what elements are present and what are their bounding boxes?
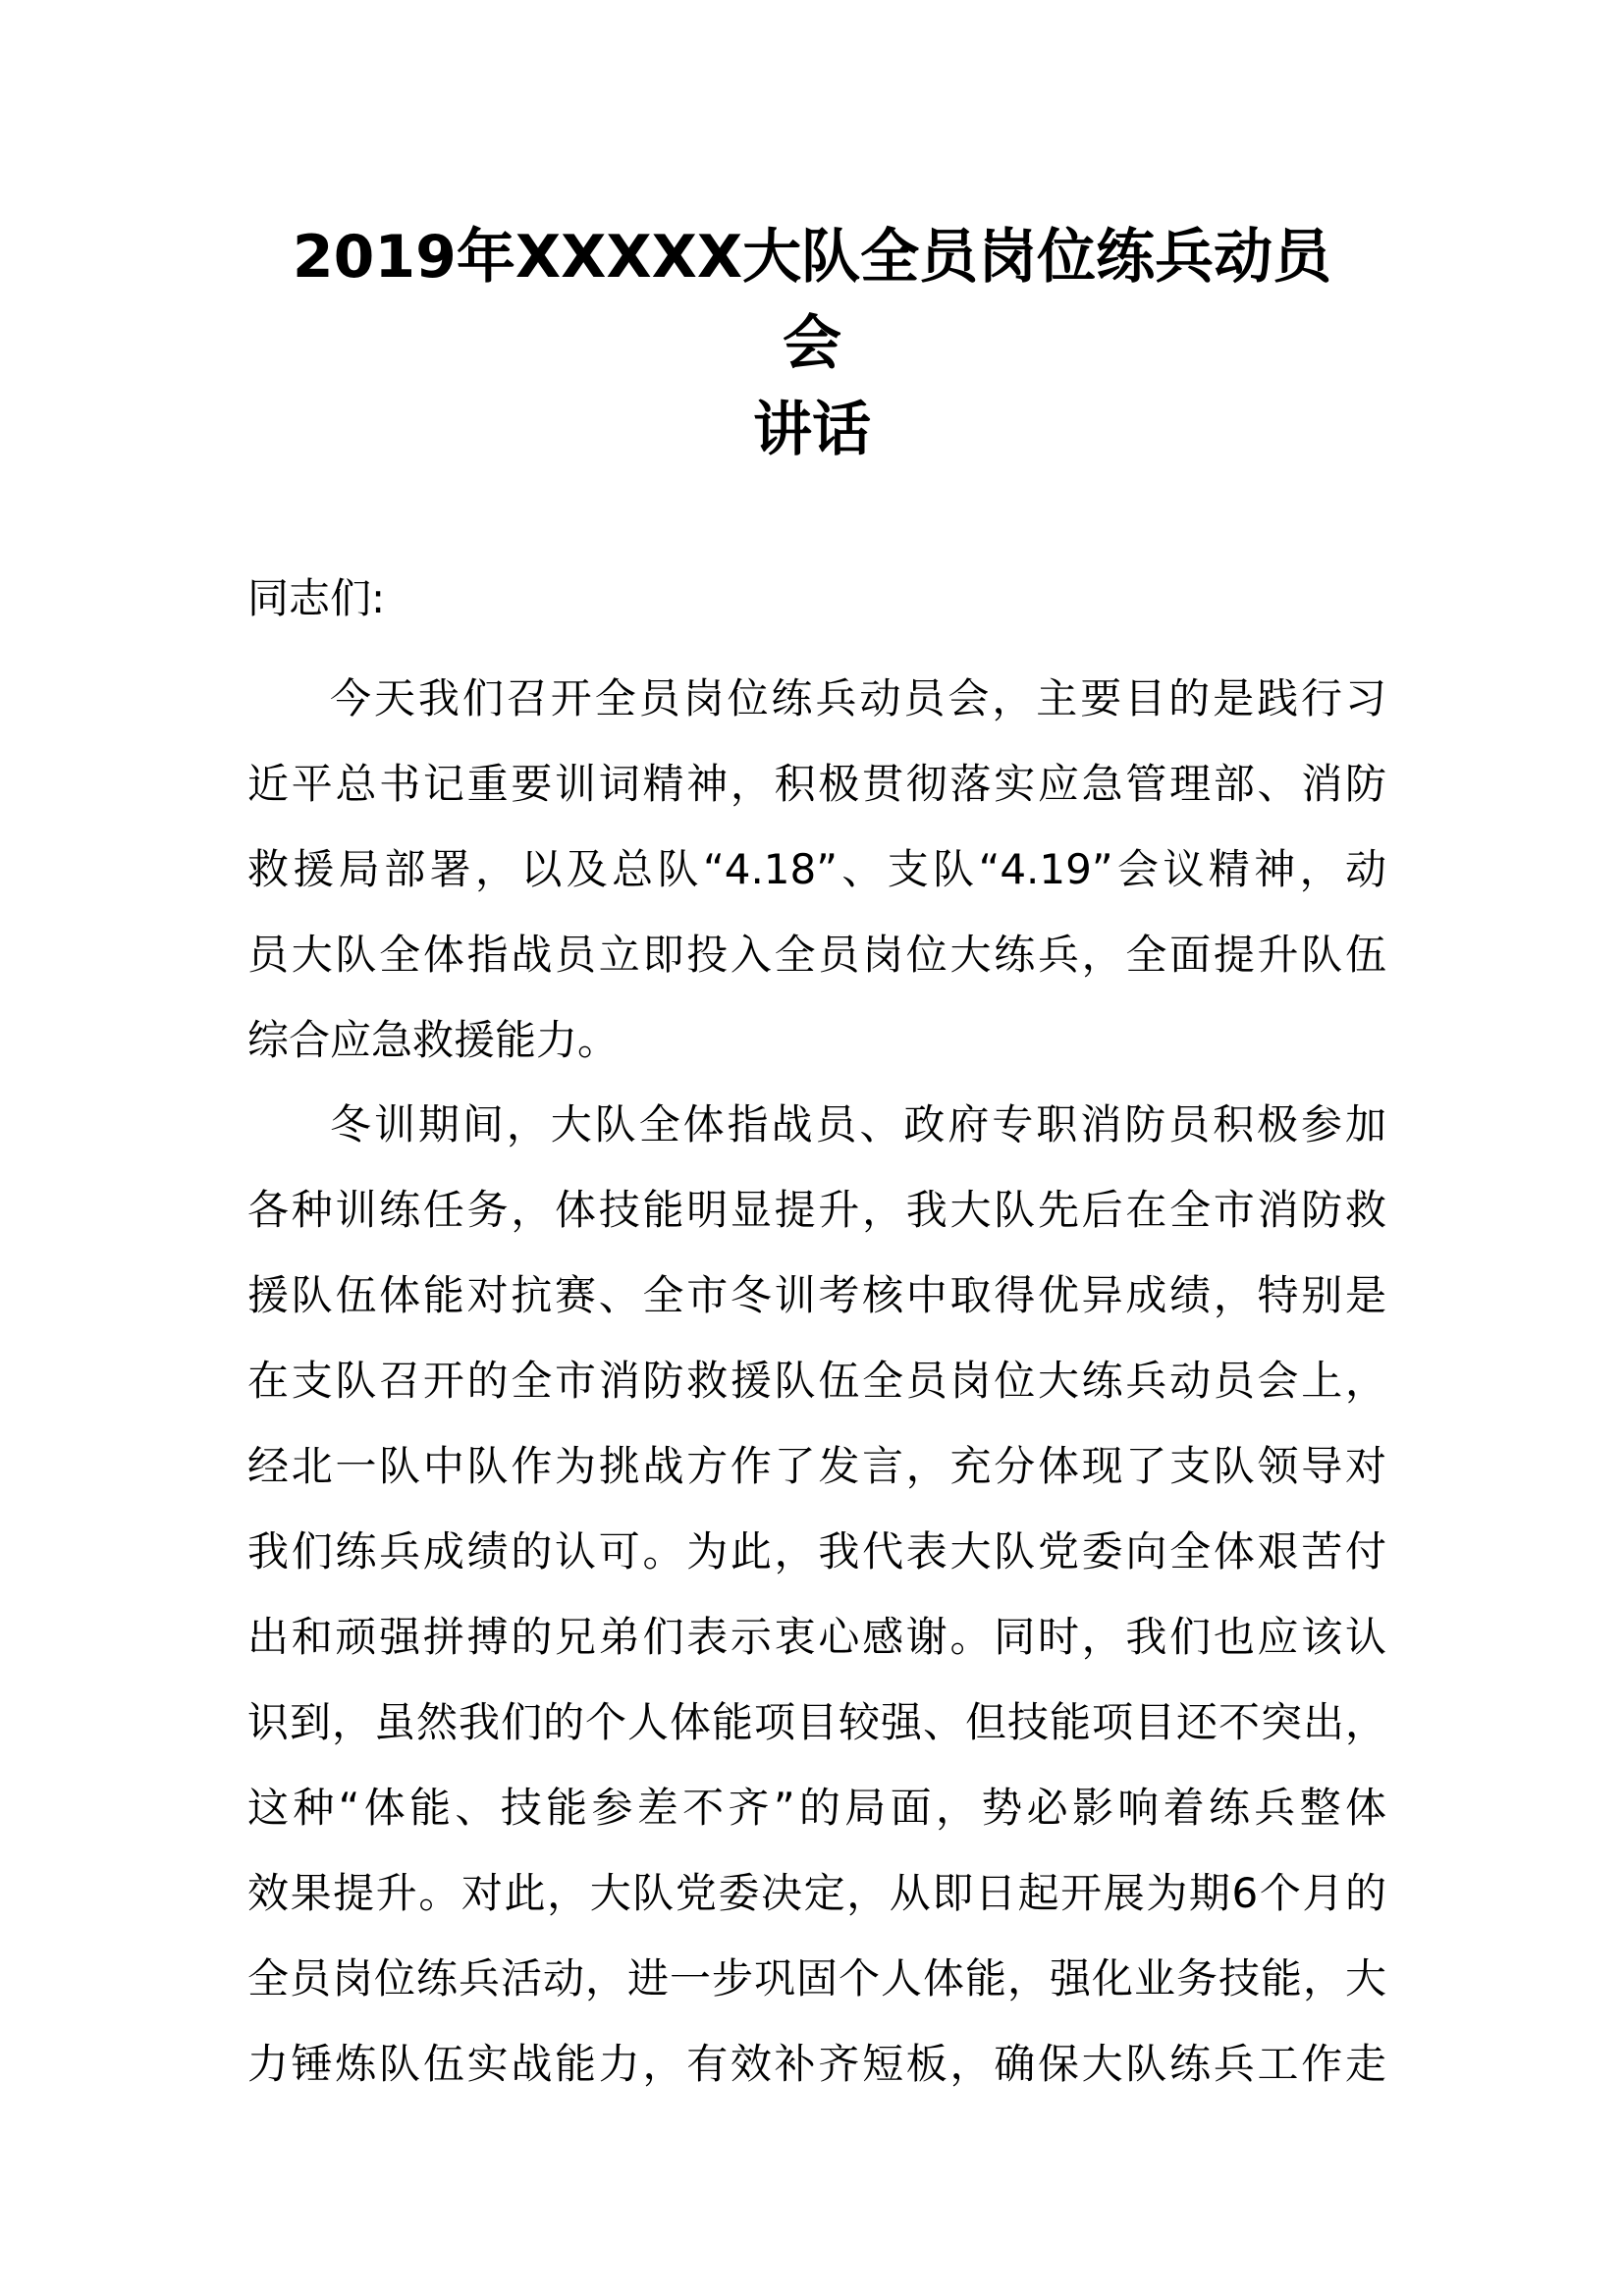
paragraph-line: 各种训练任务，体技能明显提升，我大队先后在全市消防救 bbox=[247, 1186, 1386, 1234]
paragraph-line: 识到，虽然我们的个人体能项目较强、但技能项目还不突出， bbox=[247, 1698, 1386, 1746]
paragraph-line: 在支队召开的全市消防救援队伍全员岗位大练兵动员会上， bbox=[247, 1357, 1386, 1405]
paragraph-line: 今天我们召开全员岗位练兵动员会，主要目的是践行习 bbox=[330, 674, 1386, 722]
paragraph-line: 出和顽强拼搏的兄弟们表示衷心感谢。同时，我们也应该认 bbox=[247, 1613, 1386, 1661]
paragraph-line: 力锤炼队伍实战能力，有效补齐短板，确保大队练兵工作走 bbox=[247, 2040, 1386, 2088]
paragraph-line: 我们练兵成绩的认可。为此，我代表大队党委向全体艰苦付 bbox=[247, 1527, 1386, 1575]
title-line-3: 讲话 bbox=[753, 396, 871, 464]
paragraph-1 bbox=[247, 656, 1386, 1083]
paragraph-line: 冬训期间，大队全体指战员、政府专职消防员积极参加 bbox=[330, 1100, 1386, 1148]
paragraph-line: 效果提升。对此，大队党委决定，从即日起开展为期6个月的 bbox=[247, 1869, 1386, 1917]
paragraph-line: 近平总书记重要训词精神，积极贯彻落实应急管理部、消防 bbox=[247, 760, 1386, 808]
paragraph-line: 员大队全体指战员立即投入全员岗位大练兵，全面提升队伍 bbox=[247, 931, 1386, 979]
paragraph-line: 经北一队中队作为挑战方作了发言，充分体现了支队领导对 bbox=[247, 1442, 1386, 1490]
paragraph-line: 援队伍体能对抗赛、全市冬训考核中取得优异成绩，特别是 bbox=[247, 1271, 1386, 1319]
document-title bbox=[245, 214, 1379, 473]
paragraph-line: 救援局部署，以及总队“4.18”、支队“4.19”会议精神，动 bbox=[247, 845, 1386, 893]
paragraph-line: 全员岗位练兵活动，进一步巩固个人体能，强化业务技能，大 bbox=[247, 1954, 1386, 2002]
title-line-2: 会 bbox=[783, 309, 841, 378]
paragraph-2 bbox=[247, 1082, 1386, 2107]
title-line-1: 2019年XXXXX大队全员岗位练兵动员 bbox=[292, 223, 1332, 292]
paragraph-line: 综合应急救援能力。 bbox=[247, 1016, 620, 1064]
paragraph-line: 这种“体能、技能参差不齐”的局面，势必影响着练兵整体 bbox=[247, 1784, 1386, 1832]
salutation: 同志们: bbox=[247, 574, 386, 622]
